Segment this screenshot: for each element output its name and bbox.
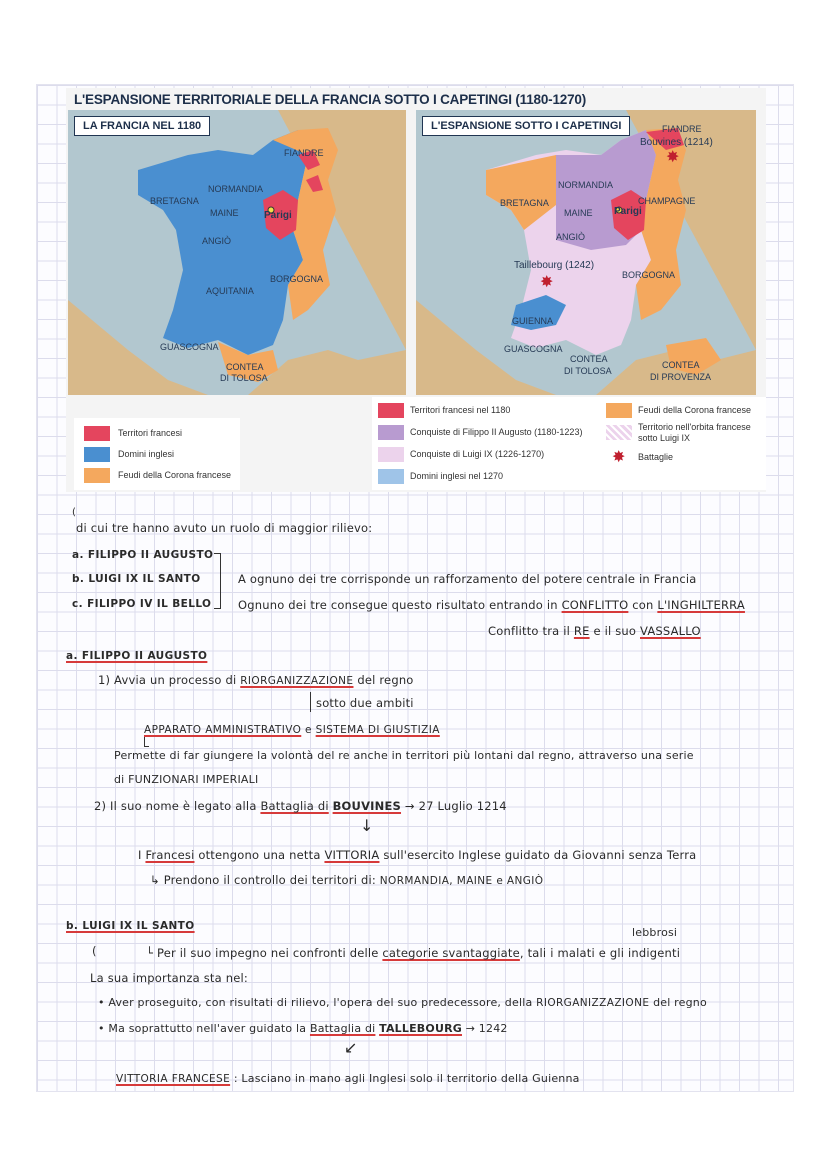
note-line: Ognuno dei tre consegue questo risultato entrando in CONFLITTO con L'INGHILTERRA xyxy=(238,598,745,612)
vertical-line xyxy=(310,692,311,712)
map1-region: MAINE xyxy=(210,208,239,218)
note-line: a. FILIPPO II AUGUSTO xyxy=(72,549,214,561)
legend-item: Territori francesi nel 1180 xyxy=(410,405,511,415)
note-line: Permette di far giungere la volontà del re anche in territori più lontani dal regno, attraverso una serie xyxy=(114,749,694,762)
map2-region: BORGOGNA xyxy=(622,270,676,280)
map2-region: Parigi xyxy=(614,206,642,217)
swatch-feudi xyxy=(84,468,110,483)
map1-region: Parigi xyxy=(264,210,292,221)
swatch-english-1270 xyxy=(378,469,404,484)
swatch-french-1180 xyxy=(378,403,404,418)
note-annotation: lebbrosi xyxy=(632,926,678,939)
figure-title: L'ESPANSIONE TERRITORIALE DELLA FRANCIA SOTTO I CAPETINGI (1180-1270) xyxy=(74,92,586,107)
bracket-mark: ( xyxy=(92,944,97,958)
map-expansion xyxy=(416,110,756,395)
note-line: di cui tre hanno avuto un ruolo di maggior rilievo: xyxy=(76,521,373,535)
battle-star-icon: ✸ xyxy=(612,447,626,466)
section-heading: a. FILIPPO II AUGUSTO xyxy=(66,650,208,662)
map2-region: Taillebourg (1242) xyxy=(514,260,595,271)
note-line: VITTORIA FRANCESE : Lasciano in mano agli Inglesi solo il territorio della Guienna xyxy=(116,1072,580,1085)
map1-region: CONTEA xyxy=(226,362,264,372)
note-line: b. LUIGI IX IL SANTO xyxy=(72,573,201,585)
note-line: di FUNZIONARI IMPERIALI xyxy=(114,773,259,786)
battle-star-icon: ✸ xyxy=(666,147,680,166)
map1-region: ANGIÒ xyxy=(202,236,232,246)
swatch-feudi xyxy=(606,403,632,418)
note-line: • Ma soprattutto nell'aver guidato la Battaglia di TALLEBOURG → 1242 xyxy=(98,1022,508,1035)
map2-region: BRETAGNA xyxy=(500,198,549,208)
map1-region: FIANDRE xyxy=(284,148,324,158)
map-france-1180 xyxy=(68,110,406,395)
swatch-english xyxy=(84,447,110,462)
note-line: La sua importanza sta nel: xyxy=(90,971,248,985)
section-heading: b. LUIGI IX IL SANTO xyxy=(66,920,195,932)
map2-region: DI PROVENZA xyxy=(650,372,712,382)
brace-line xyxy=(220,553,221,609)
map-figure xyxy=(66,88,766,492)
legend-item: Conquiste di Filippo II Augusto (1180-1223) xyxy=(410,427,583,437)
map1-label: LA FRANCIA NEL 1180 xyxy=(74,116,210,136)
brace-line xyxy=(214,608,220,609)
bracket-mark: ( xyxy=(72,507,77,518)
note-line: sotto due ambiti xyxy=(316,696,414,710)
arrow-mark xyxy=(144,737,149,747)
legend-item: Conquiste di Luigi IX (1226-1270) xyxy=(410,449,545,459)
map2-region: Bouvines (1214) xyxy=(640,137,713,148)
map2-region: GUIENNA xyxy=(512,316,554,326)
map2-region: CONTEA xyxy=(662,360,700,370)
down-left-arrow-icon: ↙ xyxy=(344,1038,358,1057)
swatch-filippo xyxy=(378,425,404,440)
map2-region: ANGIÒ xyxy=(556,232,586,242)
swatch-french xyxy=(84,426,110,441)
legend-map1 xyxy=(74,418,240,490)
map2-region: CHAMPAGNE xyxy=(638,196,696,206)
note-line: APPARATO AMMINISTRATIVO e SISTEMA DI GIUSTIZIA xyxy=(144,724,440,736)
note-line: A ognuno dei tre corrisponde un rafforzamento del potere centrale in Francia xyxy=(238,572,697,586)
battle-star-icon: ✸ xyxy=(540,272,554,291)
note-line: Conflitto tra il RE e il suo VASSALLO xyxy=(488,624,701,638)
legend-item: Feudi della Corona francese xyxy=(638,405,752,415)
swatch-luigi xyxy=(378,447,404,462)
legend-item: Territori francesi xyxy=(118,428,183,438)
note-line: 1) Avvia un processo di RIORGANIZZAZIONE del regno xyxy=(98,673,414,687)
map2-label: L'ESPANSIONE SOTTO I CAPETINGI xyxy=(422,116,630,136)
legend-item: Domini inglesi nel 1270 xyxy=(410,471,504,481)
map1-region: DI TOLOSA xyxy=(220,373,268,383)
note-line: c. FILIPPO IV IL BELLO xyxy=(72,598,212,610)
map1-region: BORGOGNA xyxy=(270,274,324,284)
map1-region: NORMANDIA xyxy=(208,184,264,194)
legend-map2 xyxy=(372,397,766,490)
legend-item: Domini inglesi xyxy=(118,449,175,459)
legend-item: Territorio nell'orbita francese xyxy=(638,422,751,432)
map2-region: NORMANDIA xyxy=(558,180,614,190)
legend-item: Battaglie xyxy=(638,452,674,462)
map2-region: DI TOLOSA xyxy=(564,366,612,376)
map2-region: GUASCOGNA xyxy=(504,344,563,354)
map2-region: MAINE xyxy=(564,208,593,218)
note-line: • Aver proseguito, con risultati di rilievo, l'opera del suo predecessore, della RIORGANIZZAZIONE del regno xyxy=(98,996,707,1009)
legend-item: Feudi della Corona francese xyxy=(118,470,232,480)
note-line: ↳ Prendono il controllo dei territori di: NORMANDIA, MAINE e ANGIÒ xyxy=(150,873,544,887)
map2-region: FIANDRE xyxy=(662,124,702,134)
map2-region: CONTEA xyxy=(570,354,608,364)
brace-line xyxy=(214,553,220,554)
map1-region: BRETAGNA xyxy=(150,196,199,206)
note-line: 2) Il suo nome è legato alla Battaglia di BOUVINES → 27 Luglio 1214 xyxy=(94,799,507,813)
swatch-orbit xyxy=(606,425,632,440)
map1-region: AQUITANIA xyxy=(206,286,254,296)
note-line: └ Per il suo impegno nei confronti delle categorie svantaggiate, tali i malati e gli indigenti xyxy=(146,946,681,960)
down-arrow-icon: ↓ xyxy=(360,816,374,835)
note-line: I Francesi ottengono una netta VITTORIA sull'esercito Inglese guidato da Giovanni senza Terra xyxy=(138,848,697,862)
legend-item: sotto Luigi IX xyxy=(638,433,691,443)
map1-region: GUASCOGNA xyxy=(160,342,219,352)
